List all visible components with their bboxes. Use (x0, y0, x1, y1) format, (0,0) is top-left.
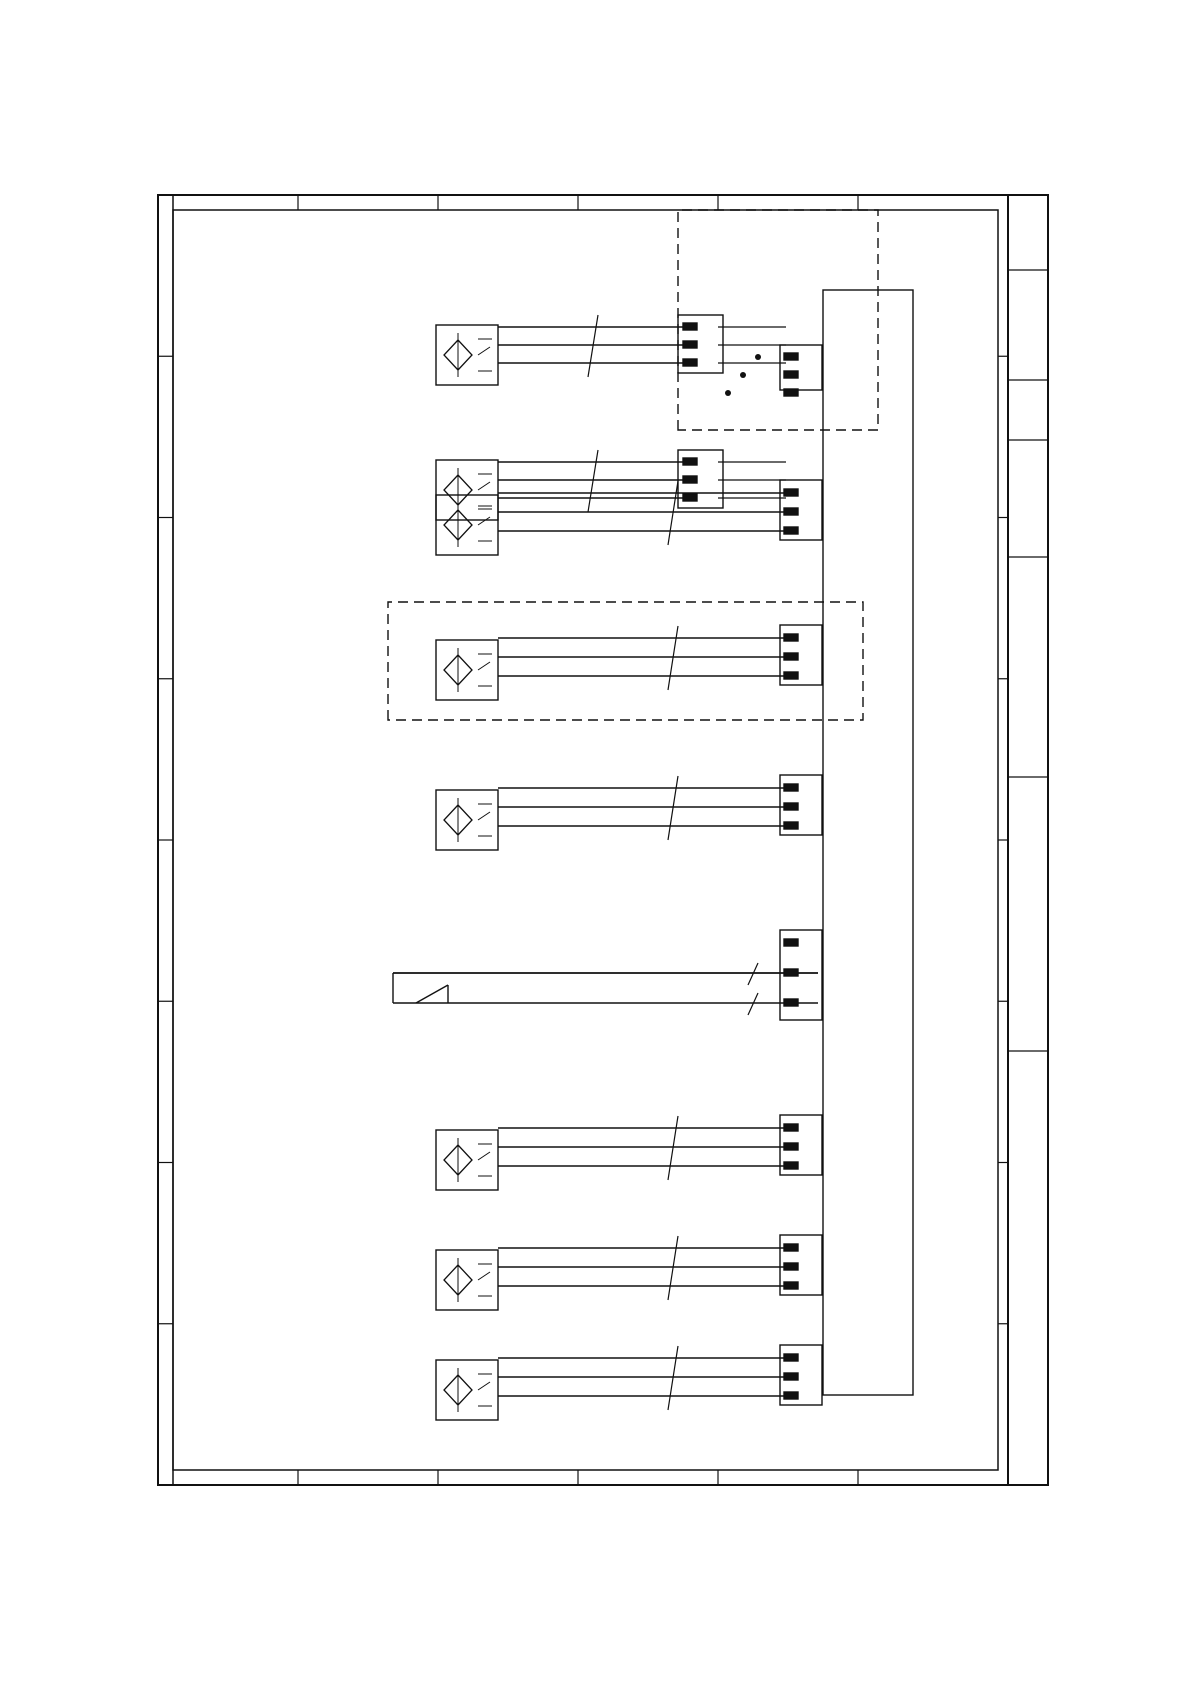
foot-bar-sensor (436, 315, 786, 385)
sensor-sq6 (388, 602, 863, 720)
pin-marker (784, 1124, 798, 1131)
pin-marker (784, 527, 798, 534)
sensor-contact (478, 482, 490, 490)
pin-marker (784, 969, 798, 976)
pin-marker (784, 999, 798, 1006)
pin-marker (784, 1282, 798, 1289)
proximity-sensor-icon (436, 495, 498, 555)
switch-blade (416, 985, 448, 1003)
sensor-contact (478, 1272, 490, 1280)
pin-marker (784, 672, 798, 679)
sensor-contact (478, 517, 490, 525)
main-pcb-box (823, 290, 913, 1395)
cable-slash (588, 315, 598, 377)
inner-frame (173, 210, 998, 1470)
pin-marker (784, 1354, 798, 1361)
cable-slash (748, 963, 758, 985)
sensor-sq3 (436, 1115, 822, 1190)
proximity-sensor-icon (436, 790, 498, 850)
cable-slash (588, 450, 598, 512)
pin-marker (784, 1143, 798, 1150)
cable-slash (668, 481, 678, 545)
cable-slash (748, 993, 758, 1015)
pin-marker (784, 634, 798, 641)
sensor-contact (478, 812, 490, 820)
pin-marker (784, 1392, 798, 1399)
proximity-sensor-icon (436, 640, 498, 700)
outer-frame (158, 195, 1048, 1485)
proximity-sensor-icon (436, 1130, 498, 1190)
pin-marker (683, 341, 697, 348)
proximity-sensor-icon (436, 1360, 498, 1420)
cable-slash (668, 1236, 678, 1300)
sensor-sq5 (436, 775, 822, 850)
pin-marker (683, 458, 697, 465)
pin-marker (683, 494, 697, 501)
pin-marker (784, 784, 798, 791)
pin-marker (784, 1244, 798, 1251)
cable-slash (668, 1346, 678, 1410)
proximity-sensor-icon (436, 1250, 498, 1310)
proximity-sensor-icon (436, 325, 498, 385)
cable-slash (668, 1116, 678, 1180)
proximity-sensor-icon (436, 460, 498, 520)
sensor-contact (478, 1382, 490, 1390)
junction-dot (755, 354, 761, 360)
sensor-contact (478, 347, 490, 355)
sensor-contact (478, 1152, 490, 1160)
pin-marker (784, 1263, 798, 1270)
pin-marker (683, 359, 697, 366)
pin-marker (784, 489, 798, 496)
junction-dot (725, 390, 731, 396)
pin-marker (784, 939, 798, 946)
drawing-frame (158, 195, 1048, 1485)
pin-marker (784, 822, 798, 829)
switch-sq4 (393, 930, 822, 1020)
option-dashed-box (388, 602, 863, 720)
sensor-sq8 (436, 480, 822, 555)
cable-slash (668, 776, 678, 840)
pin-marker (784, 803, 798, 810)
pin-marker (784, 353, 798, 360)
pin-marker (784, 1373, 798, 1380)
foot-bar-sensors (436, 210, 878, 520)
pin-marker (784, 653, 798, 660)
option-dashed-box (678, 210, 878, 430)
pin-marker (683, 323, 697, 330)
pin-marker (683, 476, 697, 483)
pin-marker (784, 371, 798, 378)
connector-box (780, 345, 822, 390)
pin-marker (784, 508, 798, 515)
title-block (1008, 270, 1048, 1051)
junction-dot (740, 372, 746, 378)
cable-slash (668, 626, 678, 690)
sensor-sq2 (436, 1235, 822, 1310)
sensor-contact (478, 662, 490, 670)
pin-marker (784, 1162, 798, 1169)
sensor-sq1 (436, 1345, 822, 1420)
pin-marker (784, 389, 798, 396)
